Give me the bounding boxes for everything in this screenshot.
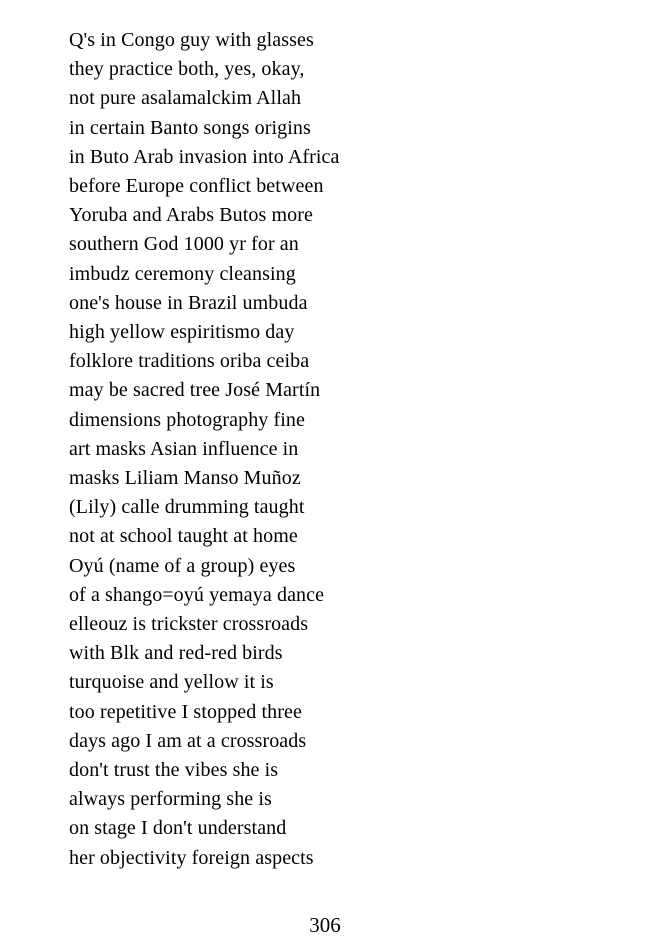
poem-line: one's house in Brazil umbuda — [69, 291, 308, 314]
poem-line: always performing she is — [69, 788, 272, 811]
poem-line: not at school taught at home — [69, 525, 298, 548]
poem-line: her objectivity foreign aspects — [69, 846, 314, 869]
poem-line: masks Liliam Manso Muñoz — [69, 467, 301, 490]
poem-line: Yoruba and Arabs Butos more — [69, 204, 313, 227]
poem-line: they practice both, yes, okay, — [69, 58, 305, 81]
poem-line: high yellow espiritismo day — [69, 321, 295, 344]
poem-line: Oyú (name of a group) eyes — [69, 554, 296, 577]
poem-line: (Lily) calle drumming taught — [69, 496, 305, 519]
poem-line: on stage I don't understand — [69, 817, 287, 840]
poem-line: not pure asalamalckim Allah — [69, 87, 302, 110]
poem-line: with Blk and red-red birds — [69, 642, 283, 665]
poem-line: of a shango=oyú yemaya dance — [69, 583, 325, 606]
poem-line: turquoise and yellow it is — [69, 671, 274, 694]
poem-line: in Buto Arab invasion into Africa — [69, 145, 340, 168]
poem-line: Q's in Congo guy with glasses — [69, 29, 314, 51]
poem-line: days ago I am at a crossroads — [69, 729, 307, 752]
poem-line: dimensions photography fine — [69, 408, 306, 431]
poem-line: elleouz is trickster crossroads — [69, 613, 309, 636]
poem-text-block — [69, 26, 340, 873]
poem-line: before Europe conflict between — [69, 175, 324, 198]
poem-line: don't trust the vibes she is — [69, 759, 279, 782]
poem-line: may be sacred tree José Martín — [69, 379, 321, 402]
poem-line: in certain Banto songs origins — [69, 116, 311, 139]
poem-line: imbudz ceremony cleansing — [69, 262, 296, 285]
poem-line: folklore traditions oriba ceiba — [69, 350, 310, 373]
poem-line: art masks Asian influence in — [69, 437, 299, 460]
page-number: 306 — [309, 913, 341, 937]
poem-line: too repetitive I stopped three — [69, 700, 302, 723]
poem-line: southern God 1000 yr for an — [69, 233, 299, 256]
